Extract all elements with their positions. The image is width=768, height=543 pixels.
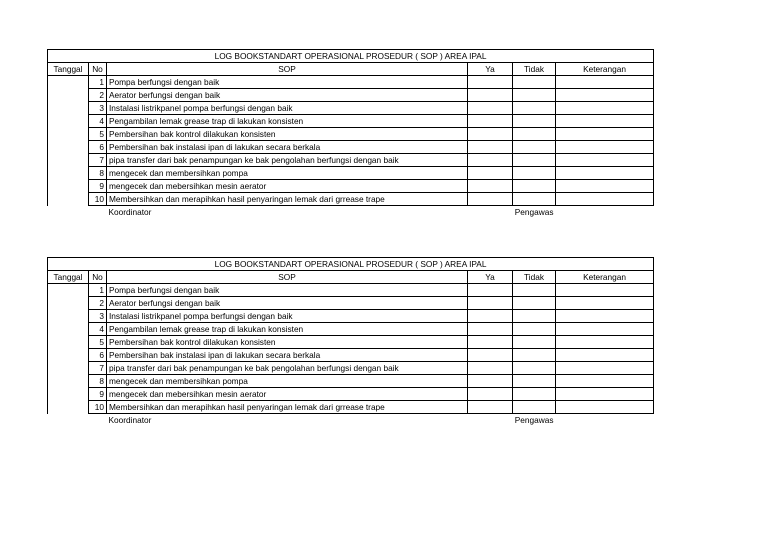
table-row <box>48 362 654 375</box>
sop-text: pipa transfer dari bak penampungan ke bak pengolahan berfungsi dengan baik <box>107 362 468 375</box>
ya-cell[interactable] <box>468 310 513 323</box>
row-number: 7 <box>89 154 107 167</box>
keterangan-cell[interactable] <box>556 388 654 401</box>
table-row <box>48 89 654 102</box>
tidak-cell[interactable] <box>513 349 556 362</box>
ya-cell[interactable] <box>468 362 513 375</box>
tidak-cell[interactable] <box>513 310 556 323</box>
table-row <box>48 310 654 323</box>
tidak-cell[interactable] <box>513 362 556 375</box>
footer-spacer <box>556 414 654 427</box>
ya-cell[interactable] <box>468 388 513 401</box>
row-number: 3 <box>89 102 107 115</box>
table-row <box>48 193 654 206</box>
table-row <box>48 115 654 128</box>
koordinator-label: Koordinator <box>108 207 152 217</box>
sop-table <box>47 257 654 426</box>
tidak-cell[interactable] <box>513 323 556 336</box>
row-number: 3 <box>89 310 107 323</box>
tidak-cell[interactable] <box>513 375 556 388</box>
tidak-cell[interactable] <box>513 128 556 141</box>
sop-text: Pembersihan bak kontrol dilakukan konsisten <box>107 336 468 349</box>
tidak-cell[interactable] <box>513 193 556 206</box>
keterangan-cell[interactable] <box>556 362 654 375</box>
header-tanggal: Tanggal <box>48 63 89 76</box>
footer-spacer <box>89 414 107 427</box>
sop-text: Instalasi listrikpanel pompa berfungsi dengan baik <box>107 102 468 115</box>
keterangan-cell[interactable] <box>556 141 654 154</box>
row-number: 1 <box>89 284 107 297</box>
tanggal-cell[interactable] <box>48 76 89 206</box>
sop-text: pipa transfer dari bak penampungan ke bak pengolahan berfungsi dengan baik <box>107 154 468 167</box>
table-row <box>48 141 654 154</box>
tidak-cell[interactable] <box>513 89 556 102</box>
keterangan-cell[interactable] <box>556 128 654 141</box>
ya-cell[interactable] <box>468 375 513 388</box>
tanggal-cell[interactable] <box>48 284 89 414</box>
header-sop: SOP <box>107 271 468 284</box>
pengawas-label: Pengawas <box>514 415 554 425</box>
footer-spacer <box>556 206 654 219</box>
keterangan-cell[interactable] <box>556 375 654 388</box>
keterangan-cell[interactable] <box>556 401 654 414</box>
table-row <box>48 128 654 141</box>
sop-text: Instalasi listrikpanel pompa berfungsi dengan baik <box>107 310 468 323</box>
keterangan-cell[interactable] <box>556 323 654 336</box>
sop-logbook-sheet-1 <box>47 49 653 218</box>
row-number: 10 <box>89 193 107 206</box>
sop-text: Aerator berfungsi dengan baik <box>107 297 468 310</box>
keterangan-cell[interactable] <box>556 154 654 167</box>
ya-cell[interactable] <box>468 115 513 128</box>
row-number: 7 <box>89 362 107 375</box>
footer-spacer <box>48 206 89 219</box>
sop-text: Pembersihan bak kontrol dilakukan konsisten <box>107 128 468 141</box>
logbook-title: LOG BOOKSTANDART OPERASIONAL PROSEDUR ( SOP ) AREA IPAL <box>48 258 654 271</box>
ya-cell[interactable] <box>468 336 513 349</box>
header-sop: SOP <box>107 63 468 76</box>
header-tidak: Tidak <box>513 271 556 284</box>
ya-cell[interactable] <box>468 102 513 115</box>
tidak-cell[interactable] <box>513 180 556 193</box>
ya-cell[interactable] <box>468 193 513 206</box>
sop-table <box>47 49 654 218</box>
sop-text: Pompa berfungsi dengan baik <box>107 76 468 89</box>
tidak-cell[interactable] <box>513 284 556 297</box>
tidak-cell[interactable] <box>513 388 556 401</box>
title-row <box>48 50 654 63</box>
row-number: 9 <box>89 388 107 401</box>
tidak-cell[interactable] <box>513 154 556 167</box>
row-number: 8 <box>89 375 107 388</box>
table-row <box>48 349 654 362</box>
logbook-title: LOG BOOKSTANDART OPERASIONAL PROSEDUR ( SOP ) AREA IPAL <box>48 50 654 63</box>
signature-row <box>48 206 654 219</box>
ya-cell[interactable] <box>468 180 513 193</box>
ya-cell[interactable] <box>468 167 513 180</box>
keterangan-cell[interactable] <box>556 336 654 349</box>
sop-text: Pembersihan bak instalasi ipan di lakukan secara berkala <box>107 141 468 154</box>
ya-cell[interactable] <box>468 76 513 89</box>
sop-text: Pengambilan lemak grease trap di lakukan konsisten <box>107 115 468 128</box>
sop-text: Membersihkan dan merapihkan hasil penyaringan lemak dari grrease trape <box>107 401 468 414</box>
header-no: No <box>89 271 107 284</box>
tidak-cell[interactable] <box>513 167 556 180</box>
keterangan-cell[interactable] <box>556 349 654 362</box>
table-row <box>48 323 654 336</box>
row-number: 4 <box>89 323 107 336</box>
keterangan-cell[interactable] <box>556 89 654 102</box>
keterangan-cell[interactable] <box>556 76 654 89</box>
keterangan-cell[interactable] <box>556 102 654 115</box>
footer-spacer <box>89 206 107 219</box>
ya-cell[interactable] <box>468 349 513 362</box>
table-row <box>48 76 654 89</box>
tidak-cell[interactable] <box>513 102 556 115</box>
keterangan-cell[interactable] <box>556 193 654 206</box>
koordinator-label: Koordinator <box>108 415 152 425</box>
row-number: 5 <box>89 336 107 349</box>
ya-cell[interactable] <box>468 89 513 102</box>
keterangan-cell[interactable] <box>556 180 654 193</box>
header-row <box>48 63 654 76</box>
row-number: 4 <box>89 115 107 128</box>
ya-cell[interactable] <box>468 323 513 336</box>
table-row <box>48 401 654 414</box>
sop-logbook-sheet-2 <box>47 257 653 426</box>
table-row <box>48 102 654 115</box>
ya-cell[interactable] <box>468 284 513 297</box>
row-number: 2 <box>89 297 107 310</box>
tidak-cell[interactable] <box>513 141 556 154</box>
row-number: 2 <box>89 89 107 102</box>
table-row <box>48 388 654 401</box>
table-row <box>48 154 654 167</box>
ya-cell[interactable] <box>468 128 513 141</box>
table-row <box>48 284 654 297</box>
ya-cell[interactable] <box>468 401 513 414</box>
row-number: 9 <box>89 180 107 193</box>
row-number: 6 <box>89 349 107 362</box>
keterangan-cell[interactable] <box>556 284 654 297</box>
header-keterangan: Keterangan <box>556 271 654 284</box>
header-row <box>48 271 654 284</box>
row-number: 1 <box>89 76 107 89</box>
sop-text: mengecek dan mebersihkan mesin aerator <box>107 180 468 193</box>
signature-row <box>48 414 654 427</box>
sop-text: mengecek dan membersihkan pompa <box>107 375 468 388</box>
sop-text: Pembersihan bak instalasi ipan di lakukan secara berkala <box>107 349 468 362</box>
sop-text: Pengambilan lemak grease trap di lakukan konsisten <box>107 323 468 336</box>
sop-text: Aerator berfungsi dengan baik <box>107 89 468 102</box>
row-number: 5 <box>89 128 107 141</box>
row-number: 6 <box>89 141 107 154</box>
row-number: 8 <box>89 167 107 180</box>
keterangan-cell[interactable] <box>556 167 654 180</box>
table-row <box>48 180 654 193</box>
header-ya: Ya <box>468 271 513 284</box>
title-row <box>48 258 654 271</box>
header-tanggal: Tanggal <box>48 271 89 284</box>
table-row <box>48 375 654 388</box>
tidak-cell[interactable] <box>513 115 556 128</box>
ya-cell[interactable] <box>468 297 513 310</box>
tidak-cell[interactable] <box>513 401 556 414</box>
tidak-cell[interactable] <box>513 297 556 310</box>
sop-text: mengecek dan mebersihkan mesin aerator <box>107 388 468 401</box>
table-row <box>48 167 654 180</box>
table-row <box>48 297 654 310</box>
keterangan-cell[interactable] <box>556 115 654 128</box>
ya-cell[interactable] <box>468 154 513 167</box>
tidak-cell[interactable] <box>513 76 556 89</box>
ya-cell[interactable] <box>468 141 513 154</box>
sop-text: Pompa berfungsi dengan baik <box>107 284 468 297</box>
keterangan-cell[interactable] <box>556 297 654 310</box>
row-number: 10 <box>89 401 107 414</box>
header-ya: Ya <box>468 63 513 76</box>
sop-text: Membersihkan dan merapihkan hasil penyaringan lemak dari grrease trape <box>107 193 468 206</box>
sop-text: mengecek dan membersihkan pompa <box>107 167 468 180</box>
header-keterangan: Keterangan <box>556 63 654 76</box>
header-tidak: Tidak <box>513 63 556 76</box>
tidak-cell[interactable] <box>513 336 556 349</box>
footer-spacer <box>48 414 89 427</box>
header-no: No <box>89 63 107 76</box>
keterangan-cell[interactable] <box>556 310 654 323</box>
pengawas-label: Pengawas <box>514 207 554 217</box>
table-row <box>48 336 654 349</box>
